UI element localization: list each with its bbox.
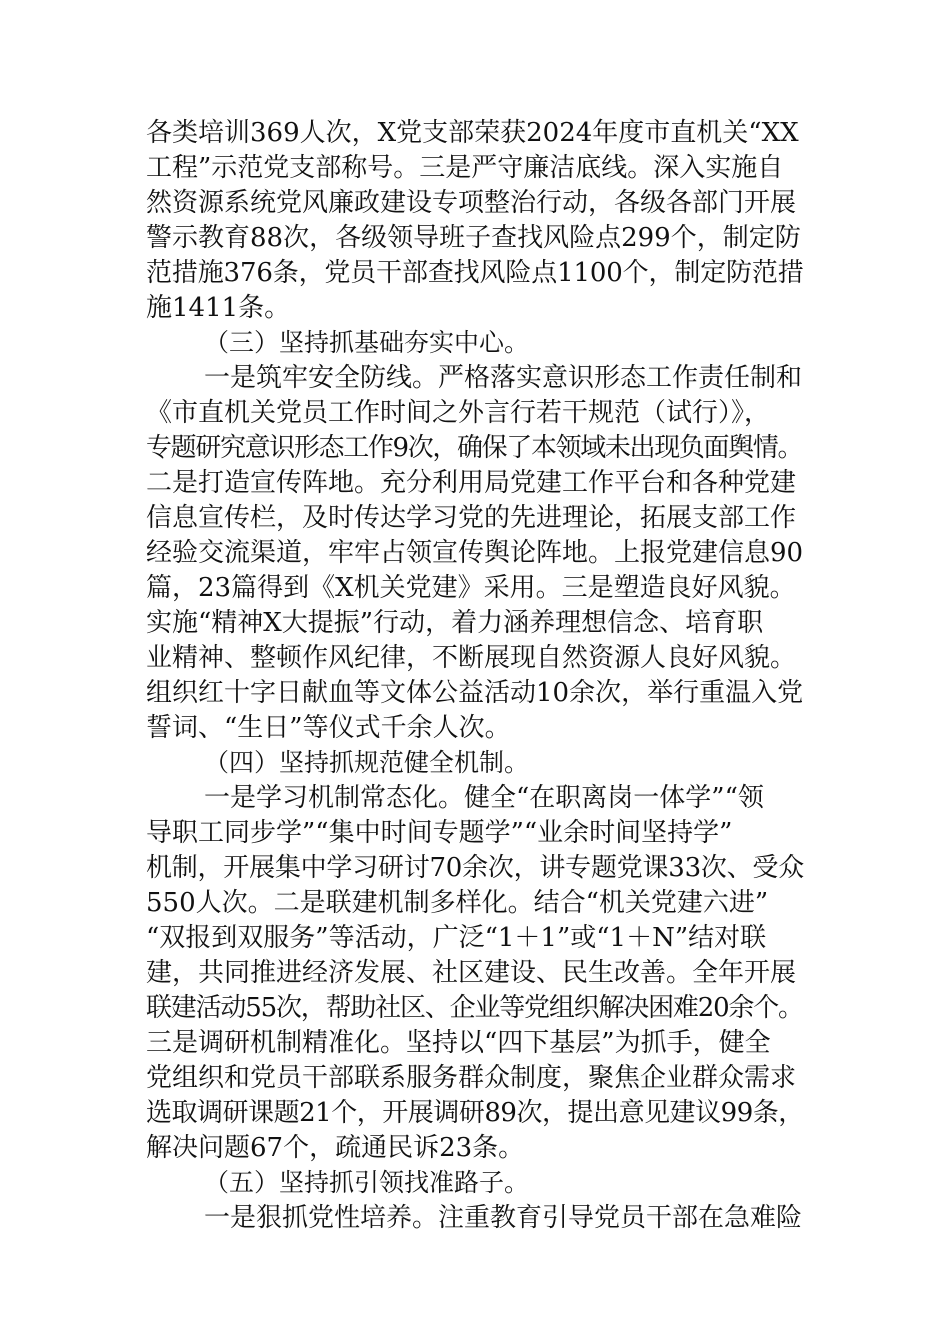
body-text-line: 建，共同推进经济发展、社区建设、民生改善。全年开展 bbox=[146, 958, 797, 988]
body-text-line: 一是学习机制常态化。健全“在职离岗一体学”“领 bbox=[204, 783, 764, 813]
body-text-line: 然资源系统党风廉政建设专项整治行动，各级各部门开展 bbox=[146, 188, 797, 218]
body-text-line: 《市直机关党员工作时间之外言行若干规范（试行）》， bbox=[146, 398, 771, 428]
section-heading: （四）坚持抓规范健全机制。 bbox=[204, 748, 530, 777]
body-text-line: 联建活动55次，帮助社区、企业等党组织解决困难20余个。 bbox=[146, 993, 803, 1023]
section-heading: （五）坚持抓引领找准路子。 bbox=[204, 1168, 530, 1197]
body-text-line: 警示教育88次，各级领导班子查找风险点299个，制定防 bbox=[146, 223, 801, 253]
body-text-line: 专题研究意识形态工作9次，确保了本领域未出现负面舆情。 bbox=[146, 433, 803, 463]
body-text-line: 经验交流渠道，牢牢占领宣传舆论阵地。上报党建信息90 bbox=[146, 538, 804, 568]
body-text-line: 党组织和党员干部联系服务群众制度，聚焦企业群众需求 bbox=[146, 1063, 797, 1093]
body-text-line: 工程”示范党支部称号。三是严守廉洁底线。深入实施自 bbox=[146, 153, 784, 183]
body-text-line: 篇，23篇得到《X机关党建》采用。三是塑造良好风貌。 bbox=[146, 573, 796, 603]
body-text-line: 解决问题67个，疏通民诉23条。 bbox=[146, 1133, 525, 1163]
body-text-line: 施1411条。 bbox=[146, 293, 291, 323]
body-text-line: 一是筑牢安全防线。严格落实意识形态工作责任制和 bbox=[204, 363, 803, 393]
body-text-line: 机制，开展集中学习研讨70余次，讲专题党课33次、受众 bbox=[146, 853, 804, 883]
section-heading: （三）坚持抓基础夯实中心。 bbox=[204, 328, 530, 357]
body-text-line: 实施“精神X大提振”行动，着力涵养理想信念、培育职 bbox=[146, 608, 764, 638]
body-text-line: 业精神、整顿作风纪律，不断展现自然资源人良好风貌。 bbox=[146, 643, 797, 673]
body-text-line: 550人次。二是联建机制多样化。结合“机关党建六进” bbox=[146, 888, 769, 918]
body-text-line: 选取调研课题21个，开展调研89次，提出意见建议99条， bbox=[146, 1098, 804, 1128]
body-text-line: 范措施376条，党员干部查找风险点1100个，制定防范措 bbox=[146, 258, 804, 288]
body-text-line: 二是打造宣传阵地。充分利用局党建工作平台和各种党建 bbox=[146, 468, 797, 498]
body-text-line: 组织红十字日献血等文体公益活动10余次，举行重温入党 bbox=[146, 678, 804, 708]
body-text-line: 信息宣传栏，及时传达学习党的先进理论，拓展支部工作 bbox=[146, 503, 797, 533]
body-text-line: “双报到双服务”等活动，广泛“1＋1”或“1＋N”结对联 bbox=[146, 923, 767, 953]
body-text-line: 一是狠抓党性培养。注重教育引导党员干部在急难险 bbox=[204, 1203, 803, 1233]
body-text-line: 各类培训369人次，X党支部荣获2024年度市直机关“XX bbox=[146, 118, 799, 148]
body-text-line: 誓词、“生日”等仪式千余人次。 bbox=[146, 713, 511, 743]
body-text-line: 导职工同步学”“集中时间专题学”“业余时间坚持学” bbox=[146, 818, 733, 848]
body-text-line: 三是调研机制精准化。坚持以“四下基层”为抓手，健全 bbox=[146, 1028, 771, 1058]
